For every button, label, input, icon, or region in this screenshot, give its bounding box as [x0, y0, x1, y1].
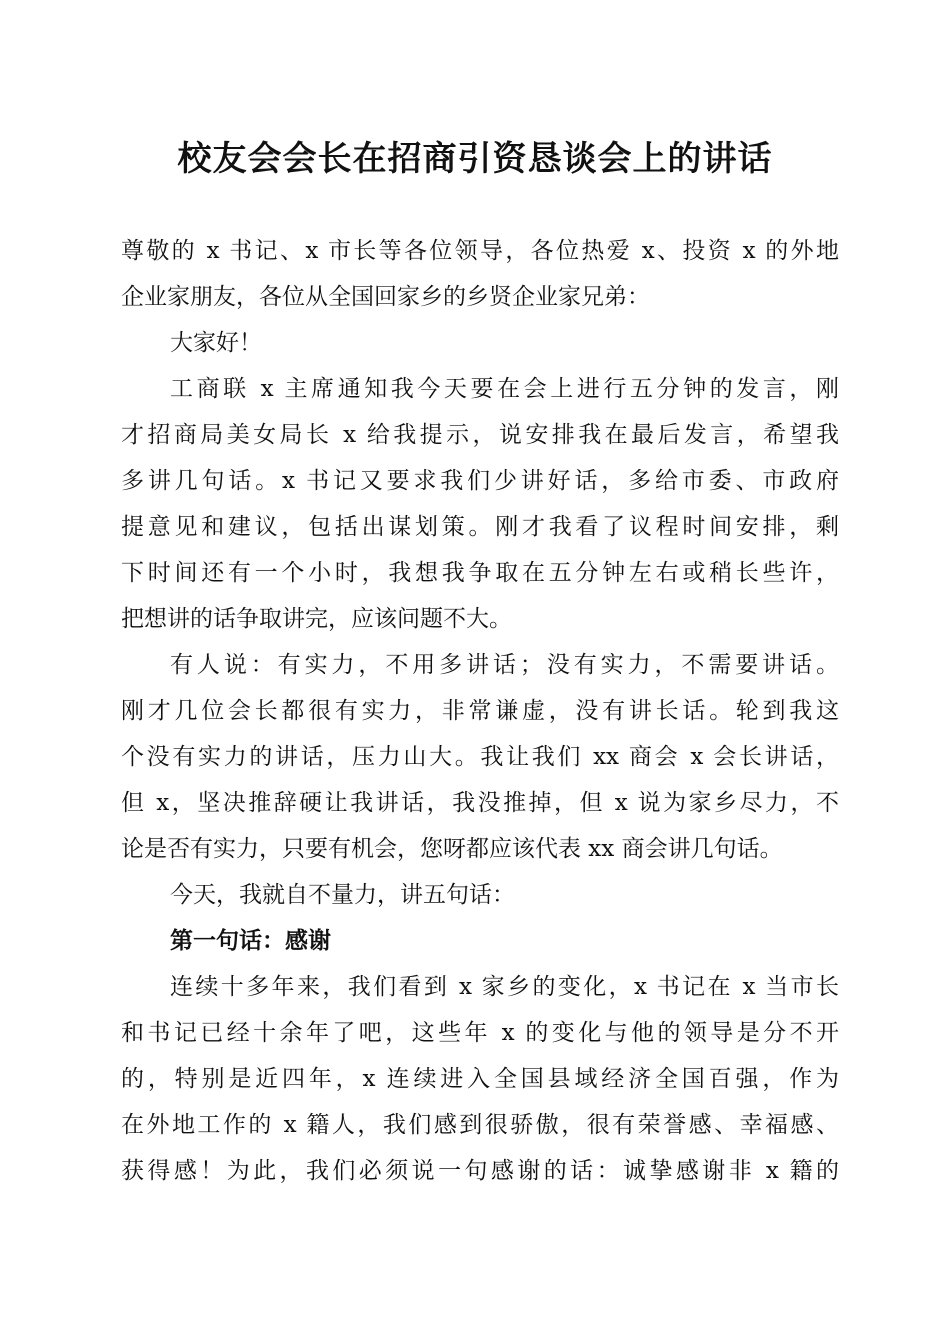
paragraph-line: 连续十多年来，我们看到 x 家乡的变化，x 书记在 x 当市长 — [170, 974, 839, 1000]
paragraph-line: 尊敬的 x 书记、x 市长等各位领导，各位热爱 x、投资 x 的外地 — [121, 238, 839, 264]
paragraph-line: 提意见和建议，包括出谋划策。刚才我看了议程时间安排，剩 — [121, 514, 839, 540]
paragraph-line: 把想讲的话争取讲完，应该问题不大。 — [121, 606, 512, 632]
paragraph-line: 大家好！ — [170, 330, 262, 356]
paragraph-line: 和书记已经十余年了吧，这些年 x 的变化与他的领导是分不开 — [121, 1020, 839, 1046]
document-title: 校友会会长在招商引资恳谈会上的讲话 — [177, 139, 773, 179]
paragraph-line: 下时间还有一个小时，我想我争取在五分钟左右或稍长些许， — [121, 560, 839, 586]
paragraph-line: 多讲几句话。x 书记又要求我们少讲好话，多给市委、市政府 — [121, 468, 839, 494]
paragraph-line: 在外地工作的 x 籍人，我们感到很骄傲，很有荣誉感、幸福感、 — [121, 1112, 839, 1138]
paragraph-line: 有人说：有实力，不用多讲话；没有实力，不需要讲话。 — [170, 652, 839, 678]
paragraph-line: 刚才几位会长都很有实力，非常谦虚，没有讲长话。轮到我这 — [121, 698, 839, 724]
paragraph-line: 企业家朋友，各位从全国回家乡的乡贤企业家兄弟： — [121, 284, 650, 310]
paragraph-line: 个没有实力的讲话，压力山大。我让我们 xx 商会 x 会长讲话， — [121, 744, 839, 770]
section-heading: 第一句话：感谢 — [170, 927, 331, 954]
paragraph-line: 的，特别是近四年，x 连续进入全国县域经济全国百强，作为 — [121, 1066, 839, 1092]
paragraph-line: 今天，我就自不量力，讲五句话： — [170, 882, 515, 908]
document-body — [121, 228, 839, 1194]
paragraph-line: 工商联 x 主席通知我今天要在会上进行五分钟的发言，刚 — [170, 376, 839, 402]
paragraph-line: 论是否有实力，只要有机会，您呀都应该代表 xx 商会讲几句话。 — [121, 836, 783, 862]
paragraph-line: 才招商局美女局长 x 给我提示，说安排我在最后发言，希望我 — [121, 422, 839, 448]
paragraph-line: 但 x，坚决推辞硬让我讲话，我没推掉，但 x 说为家乡尽力，不 — [121, 790, 839, 816]
paragraph-line: 获得感！为此，我们必须说一句感谢的话：诚挚感谢非 x 籍的 — [121, 1158, 839, 1184]
